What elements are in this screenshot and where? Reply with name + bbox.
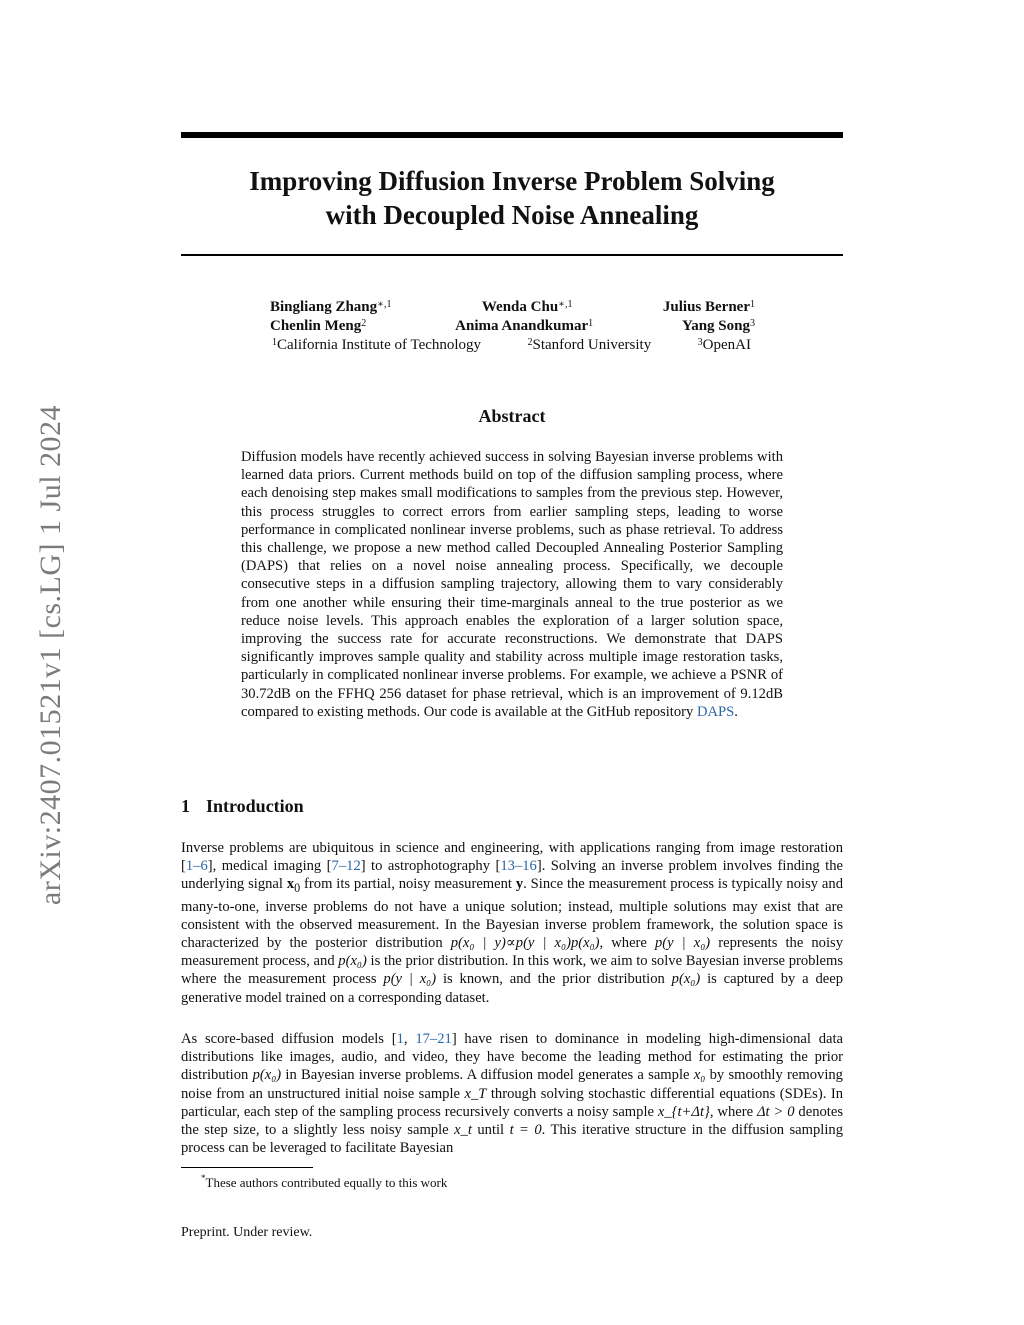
intro-paragraph-2: As score-based diffusion models [1, 17–21] have risen to dominance in modeling high-dimensional data distributions like images, audio, and video, they have become the leading method for estimating the prior distribution p(x₀) in Bayesian inverse problems. A diffusion model generates a sample x₀ by smoothly removing noise from an unstructured initial noise sample x_T through solving stochastic differential equations (SDEs). In particular, each step of the sampling process recursively converts a noisy sample x_{t+Δt}, where Δt > 0 denotes the step size, to a slightly less noisy sample x_t until t = 0. This iterative structure in the diffusion sampling process can be leveraged to facilitate Bayesian <box>181 1031 844 1157</box>
footnote: *These authors contributed equally to this work <box>201 1173 448 1190</box>
section-number: 1 <box>181 796 190 816</box>
github-repo-link[interactable]: DAPS <box>696 703 735 720</box>
arxiv-sidebar <box>34 380 67 930</box>
author: Bingliang Zhang$^{∗,1}$ <box>270 299 392 315</box>
author-row-1 <box>181 298 843 317</box>
author: Anima Anandkumar$^1$ <box>455 318 594 334</box>
author-block <box>181 298 843 355</box>
abstract-heading: Abstract <box>478 406 546 426</box>
section-title: Introduction <box>206 796 304 816</box>
author: Wenda Chu$^{∗,1}$ <box>481 299 573 315</box>
author: Julius Berner$^1$ <box>662 299 755 315</box>
citation-link[interactable]: 7–12 <box>331 858 361 875</box>
preprint-notice: Preprint. Under review. <box>181 1225 313 1240</box>
affiliation: $^2$Stanford University <box>527 337 652 353</box>
title-line-1: Improving Diffusion Inverse Problem Solving <box>249 166 775 196</box>
title-line-2: with Decoupled Noise Annealing <box>325 200 699 230</box>
abstract-body: Diffusion models have recently achieved success in solving Bayesian inverse problems with learned data priors. Current methods build on top of the diffusion sampling process, where each denoising step makes small modifications to samples from the previous step. However, this process struggles to correct errors from earlier sampling steps, leading to worse performance in complicated nonlinear inverse problems, such as phase retrieval. To address this challenge, we propose a new method called Decoupled Annealing Posterior Sampling (DAPS) that relies on a novel noise annealing process. Specifically, we decouple consecutive steps in a diffusion sampling trajectory, allowing them to vary considerably from one another while ensuring their time-marginals anneal to the true posterior as we reduce noise levels. This approach enables the exploration of a larger solution space, improving the success rate for accurate reconstructions. We demonstrate that DAPS significantly improves sample quality and stability across multiple image restoration tasks, particularly in complicated nonlinear inverse problems. For example, we achieve a PSNR of 30.72dB on the FFHQ 256 dataset for phase retrieval, which is an improvement of 9.12dB compared to existing methods. Our code is available at the GitHub repository DAPS. <box>241 449 783 720</box>
citation-link[interactable]: 13–16 <box>500 858 537 875</box>
citation-link[interactable]: 17–21 <box>415 1031 452 1047</box>
affiliation: $^3$OpenAI <box>697 337 751 353</box>
section-heading-introduction <box>181 796 304 817</box>
arxiv-identifier: arXiv:2407.01521v1 [cs.LG] 1 Jul 2024 <box>34 404 67 906</box>
author: Yang Song$^3$ <box>682 318 755 334</box>
footnote-rule <box>181 1167 313 1168</box>
citation-link[interactable]: 1 <box>396 1031 404 1047</box>
title-bottom-rule <box>181 254 843 256</box>
author: Chenlin Meng$^2$ <box>270 318 367 334</box>
title-top-rule <box>181 132 843 138</box>
citation-link[interactable]: 1–6 <box>185 858 208 875</box>
intro-paragraph-1: Inverse problems are ubiquitous in science and engineering, with applications ranging from image restoration [1–6], medical imaging [7–12] to astrophotography [13–16]. Solving an inverse problem involves finding the underlying signal $x_0$ from its partial, noisy measurement y. Since the measurement process is typically noisy and many-to-one, inverse problems do not have a unique solution; instead, multiple solutions may exist that are consistent with the observed measurement. In the Bayesian inverse problem framework, the solution space is characterized by the posterior distribution p(x₀ | y)∝p(y | x₀)p(x₀), where p(y | x₀) represents the noisy measurement process, and p(x₀) is the prior distribution. In this work, we aim to solve Bayesian inverse problems where the measurement process p(y | x₀) is known, and the prior distribution p(x₀) is captured by a deep generative model trained on a corresponding dataset. <box>181 840 844 1006</box>
paper-title <box>181 164 843 232</box>
affiliation-row <box>181 336 843 355</box>
author-row-2 <box>181 317 843 336</box>
affiliation: $^1$California Institute of Technology <box>272 337 482 353</box>
